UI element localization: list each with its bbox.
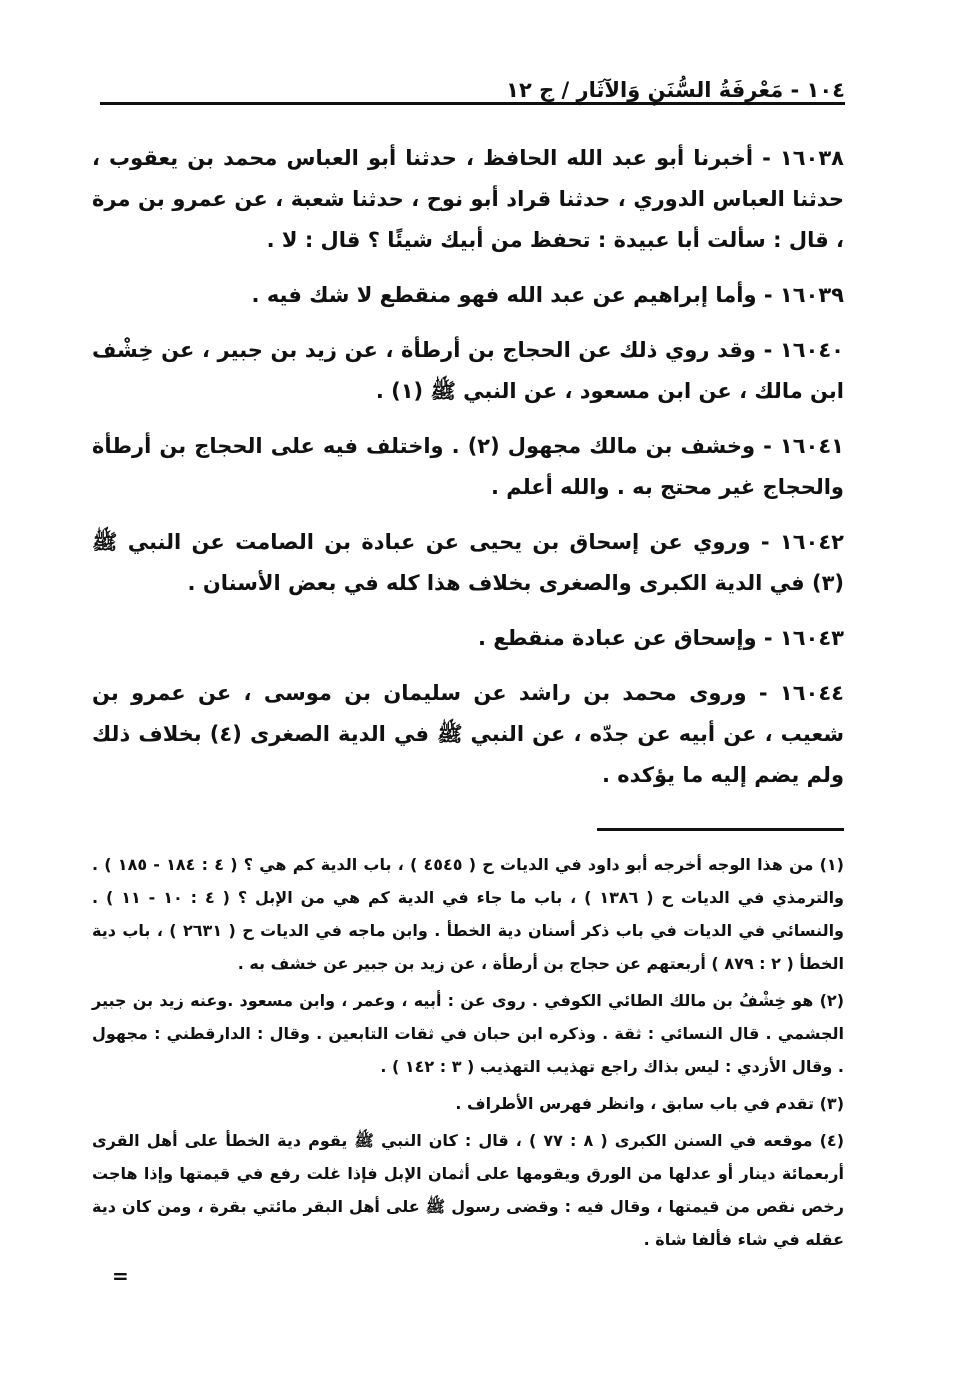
footnote-1: (١) من هذا الوجه أخرجه أبو داود في الديات ح ( ٤٥٤٥ ) ، باب الدية كم هي ؟ ( ٤ : ١٨٤ - ١٨٥ ) . والترمذي في الديات ح ( ١٣٨٦ ) ، باب ما جاء في الدية كم هي من الإبل ؟ ( ٤ : ١٠ - ١١ ) . والنسائي في الديات في باب ذكر أسنان دية الخطأ . وابن ماجه في الديات ح ( ٢٦٣١ ) ، باب دية الخطأ ( ٢ : ٨٧٩ ) أربعتهم عن حجاج بن أرطأة ، عن زيد بن جبير عن خشف به . — [92, 855, 845, 973]
paragraph-16043: ١٦٠٤٣ - وإسحاق عن عبادة منقطع . — [477, 626, 844, 650]
header-title: ١٠٤ - مَعْرِفَةُ السُّنَنِ وَالآثَارِ / ج ١٢ — [498, 78, 845, 102]
footnote-separator — [597, 828, 844, 831]
footnotes — [92, 848, 844, 1260]
continuation-mark: = — [112, 1264, 129, 1288]
paragraph-16040: ١٦٠٤٠ - وقد روي ذلك عن الحجاج بن أرطأة ، عن زيد بن جبير ، عن خِشْف ابن مالك ، عن ابن مسعود ، عن النبي ﷺ (١) . — [92, 338, 844, 403]
paragraph-16038: ١٦٠٣٨ - أخبرنا أبو عبد الله الحافظ ، حدثنا أبو العباس محمد بن يعقوب ، حدثنا العباس الدوري ، حدثنا قراد أبو نوح ، حدثنا شعبة ، عن عمرو بن مرة ، قال : سألت أبا عبيدة : تحفظ من أبيك شيئًا ؟ قال : لا . — [92, 146, 844, 252]
paragraph-16044: ١٦٠٤٤ - وروى محمد بن راشد عن سليمان بن موسى ، عن عمرو بن شعيب ، عن أبيه عن جدّه ، عن النبي ﷺ في الدية الصغرى (٤) بخلاف ذلك ولم يضم إليه ما يؤكده . — [92, 681, 844, 787]
footnote-2: (٢) هو خِشْفُ بن مالك الطائي الكوفي . روى عن : أبيه ، وعمر ، وابن مسعود .وعنه زيد بن جبير الجشمي . قال النسائي : ثقة . وذكره ابن حبان في ثقات التابعين . وقال : الدارقطني : مجهول . وقال الأزدي : ليس بذاك راجع تهذيب التهذيب ( ٣ : ١٤٢ ) . — [92, 991, 844, 1076]
paragraph-16041: ١٦٠٤١ - وخشف بن مالك مجهول (٢) . واختلف فيه على الحجاج بن أرطأة والحجاج غير محتج به . والله أعلم . — [92, 434, 844, 499]
running-header — [100, 78, 845, 112]
paragraph-16039: ١٦٠٣٩ - وأما إبراهيم عن عبد الله فهو منقطع لا شك فيه . — [251, 283, 844, 307]
header-rule — [100, 102, 845, 105]
footnote-3: (٣) تقدم في باب سابق ، وانظر فهرس الأطراف . — [455, 1094, 844, 1113]
main-text — [92, 138, 844, 810]
footnote-4: (٤) موقعه في السنن الكبرى ( ٨ : ٧٧ ) ، قال : كان النبي ﷺ يقوم دية الخطأ على أهل القرى أربعمائة دينار أو عدلها من الورق ويقومها على أثمان الإبل فإذا غلت رفع في قيمتها وإذا هاجت رخص نقص من قيمتها ، وقال فيه : وقضى رسول ﷺ على أهل البقر مائتي بقرة ، ومن كان دية عقله في شاء فألفا شاة . — [92, 1131, 844, 1249]
paragraph-16042: ١٦٠٤٢ - وروي عن إسحاق بن يحيى عن عبادة بن الصامت عن النبي ﷺ (٣) في الدية الكبرى والصغرى بخلاف هذا كله في بعض الأسنان . — [92, 530, 844, 595]
